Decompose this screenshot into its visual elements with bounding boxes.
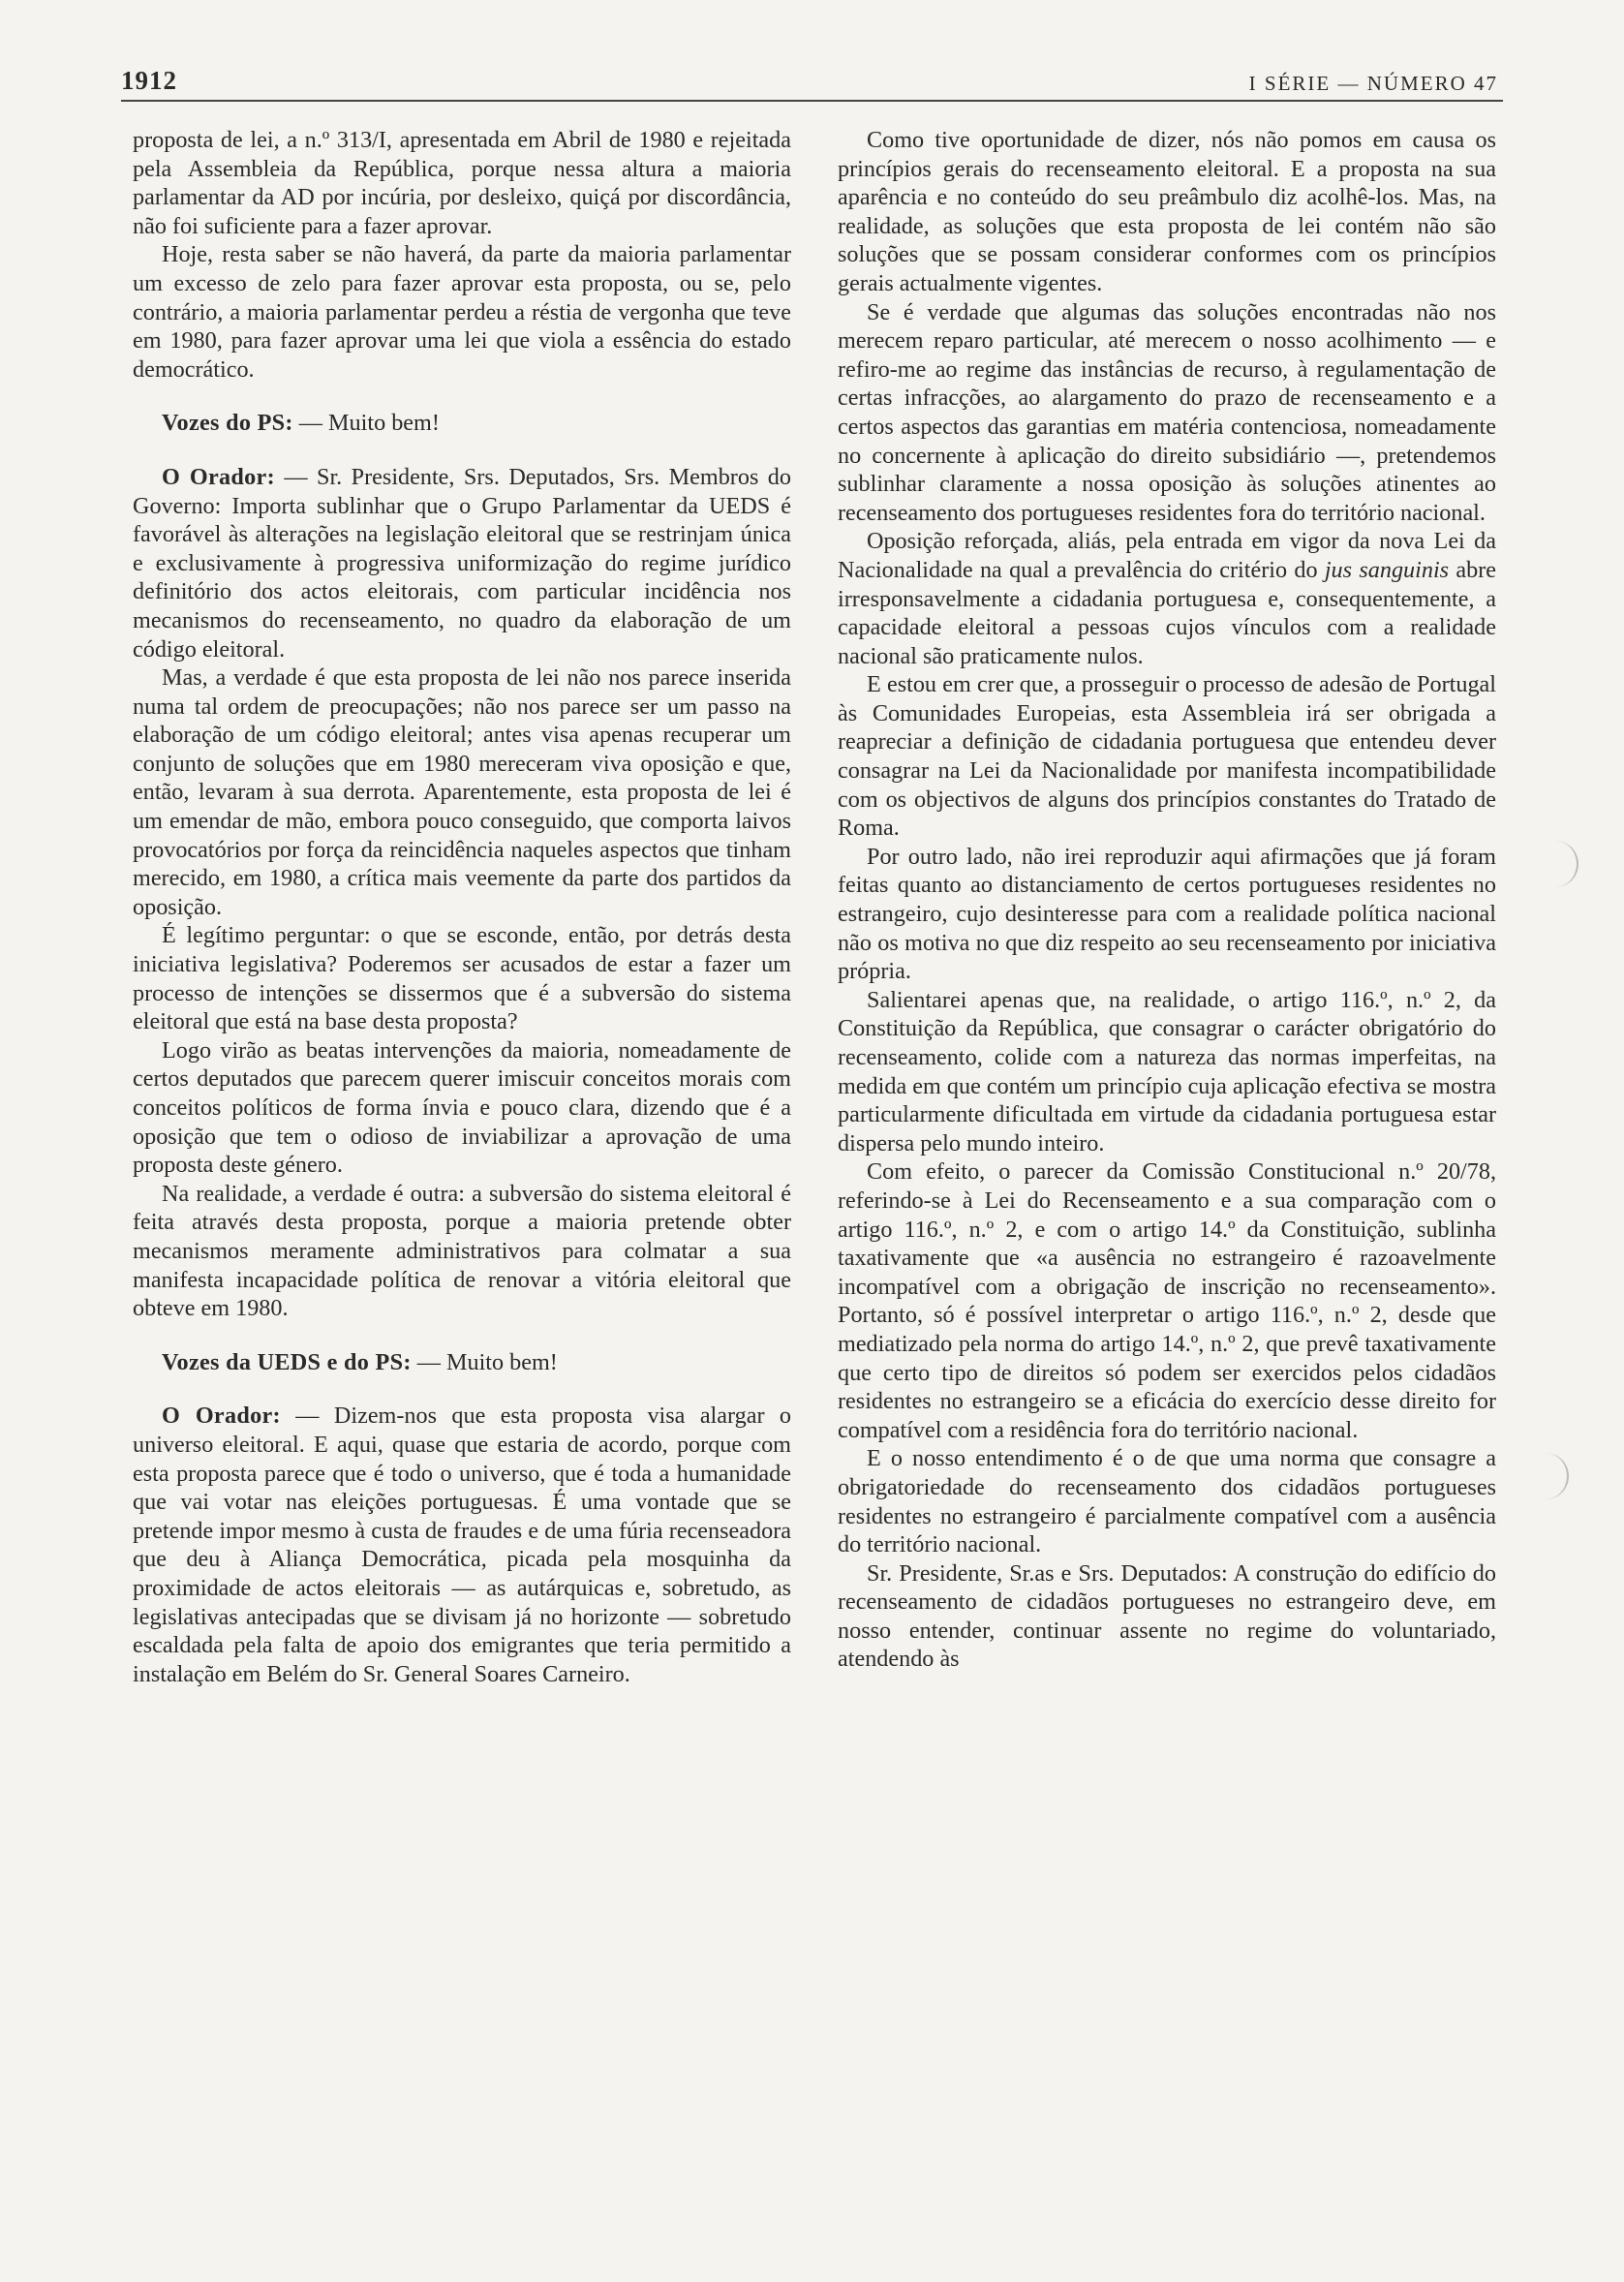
paragraph xyxy=(838,527,1496,670)
paragraph: E estou em crer que, a prosseguir o processo de adesão de Portugal às Comunidades Europeias, esta Assembleia irá ser obrigada a reapreciar a definição de cidadania portuguesa que entendeu dever consagrar na Lei da Nacionalidade por manifesta incompatibilidade com os objectivos de alguns dos princípios constantes do Tratado de Roma. xyxy=(838,671,1496,842)
speaker-text: — Muito bem! xyxy=(411,1348,558,1375)
binding-hole-mark xyxy=(1549,841,1578,887)
text-run: Oposição reforçada, aliás, pela entrada em vigor da nova Lei da Nacionalidade na qual a prevalência do critério do xyxy=(838,528,1496,583)
speaker-label: O Orador: xyxy=(162,1403,281,1430)
speaker-text: — Sr. Presidente, Srs. Deputados, Srs. Membros do Governo: Importa sublinhar que o Grupo Parlamentar da UEDS é favorável às alterações na legislação eleitoral que se restrinjam única e exclusivamente à progressiva uniformização do regime jurídico definitório dos actos eleitorais, com particular incidência nos mecanismos do recenseamento, no quadro da elaboração de um código eleitoral. xyxy=(133,463,791,663)
paragraph: Salientarei apenas que, na realidade, o artigo 116.º, n.º 2, da Constituição da República, que consagrar o carácter obrigatório do recenseamento, colide com a natureza das normas imperfeitas, na medida em que contém um princípio cuja aplicação efectiva se mostra particularmente dificultada em virtude da cidadania portuguesa estar dispersa pelo mundo inteiro. xyxy=(838,986,1496,1156)
paragraph: Sr. Presidente, Sr.as e Srs. Deputados: A construção do edifício do recenseamento de cidadãos portugueses no estrangeiro deve, em nosso entender, continuar assente no regime do voluntariado, atendendo às xyxy=(838,1559,1496,1673)
paragraph: proposta de lei, a n.º 313/I, apresentada em Abril de 1980 e rejeitada pela Assembleia da República, porque nessa altura a maioria parlamentar da AD por incúria, por desleixo, quiçá por discordância, não foi suficiente para a fazer aprovar. xyxy=(133,127,791,239)
paragraph: Logo virão as beatas intervenções da maioria, nomeadamente de certos deputados que parecem querer imiscuir conceitos morais com conceitos políticos de forma ínvia e pouco clara, dizendo que é a oposição que tem o odioso de inviabilizar a aprovação de uma proposta deste género. xyxy=(133,1036,791,1179)
right-column xyxy=(838,126,1496,1674)
paragraph: Com efeito, o parecer da Comissão Constitucional n.º 20/78, referindo-se à Lei do Recenseamento e a sua comparação com o artigo 116.º, n.º 2, e com o artigo 14.º da Constituição, sublinha taxativamente que «a ausência no estrangeiro é razoavelmente incompatível com a obrigação de inscrição no recenseamento». Portanto, só é possível interpretar o artigo 116.º, n.º 2, desde que mediatizado pela norma do artigo 14.º, n.º 2, que prevê taxativamente que certo tipo de direitos só podem ser exercidos pelos cidadãos residentes no estrangeiro se a eficácia do exercício desse direito for compatível com a residência fora do território nacional. xyxy=(838,1158,1496,1443)
speaker-label: O Orador: xyxy=(162,463,275,490)
speaker-label: Vozes do PS: xyxy=(162,410,293,437)
paragraph: Por outro lado, não irei reproduzir aqui afirmações que já foram feitas quanto ao distanciamento de certos portugueses residentes no estrangeiro, cujo desinteresse para com a realidade política nacional não os motiva no que diz respeito ao seu recenseamento por iniciativa própria. xyxy=(838,843,1496,985)
header-rule xyxy=(121,100,1503,102)
paragraph: Hoje, resta saber se não haverá, da parte da maioria parlamentar um excesso de zelo para fazer aprovar esta proposta, ou se, pelo contrário, a maioria parlamentar perdeu a réstia de vergonha que teve em 1980, para fazer aprovar uma lei que viola a essência do estado democrático. xyxy=(133,241,791,383)
paragraph: Se é verdade que algumas das soluções encontradas não nos merecem reparo particular, até merecem o nosso acolhimento — e refiro-me ao regime das instâncias de recurso, à regulamentação de certas infracções, ao alargamento do prazo de recenseamento e a certos aspectos das garantias em matéria contenciosa, nomeadamente no concernente à aplicação do direito subsidiário —, pretendemos sublinhar claramente a nossa oposição às soluções atinentes ao recenseamento dos portugueses residentes fora do território nacional. xyxy=(838,298,1496,526)
series-number: I SÉRIE — NÚMERO 47 xyxy=(1248,72,1498,95)
paragraph: Mas, a verdade é que esta proposta de lei não nos parece inserida numa tal ordem de preocupações; não nos parece ser um passo na elaboração de um código eleitoral; antes visa apenas recuperar um conjunto de soluções que em 1980 mereceram viva oposição e que, então, levaram à sua derrota. Aparentemente, esta proposta de lei é um emendar de mão, embora pouco conseguido, que comporta laivos provocatórios por força da reincidência naqueles aspectos que tinham merecido, em 1980, a crítica mais veemente da parte dos partidos da oposição. xyxy=(133,664,791,920)
speaker-line xyxy=(133,409,791,438)
paragraph: É legítimo perguntar: o que se esconde, então, por detrás desta iniciativa legislativa? Poderemos ser acusados de estar a fazer um processo de intenções se dissermos que é a subversão do sistema eleitoral que está na base desta proposta? xyxy=(133,922,791,1035)
paragraph: E o nosso entendimento é o de que uma norma que consagre a obrigatoriedade do recenseamento dos cidadãos portugueses residentes no estrangeiro é parcialmente compatível com a ausência do território nacional. xyxy=(838,1445,1496,1558)
speaker-text: — Muito bem! xyxy=(292,410,440,437)
text-run: abre irresponsavelmente a cidadania portuguesa e, consequentemente, a capacidade eleitoral a pessoas cujos vínculos com a realidade nacional são praticamente nulos. xyxy=(838,556,1496,669)
italic-term: jus sanguinis xyxy=(1324,556,1450,583)
speaker-text: — Dizem-nos que esta proposta visa alargar o universo eleitoral. E aqui, quase que estaria de acordo, porque com esta proposta parece que é todo o universo, que é toda a humanidade que vai votar nas eleições portuguesas. É uma vontade que se pretende impor mesmo à custa de fraudes e de uma fúria recenseadora que deu à Aliança Democrática, picada pela mosquinha da proximidade de actos eleitorais — as autárquicas e, sobretudo, as legislativas antecipadas que se divisam já no horizonte — sobretudo escaldada pela falta de apoio dos emigrantes que teria permitido a instalação em Belém do Sr. General Soares Carneiro. xyxy=(133,1403,792,1687)
speaker-label: Vozes da UEDS e do PS: xyxy=(162,1348,412,1375)
speaker-line xyxy=(133,463,791,663)
speaker-line xyxy=(133,1402,791,1688)
binding-hole-mark xyxy=(1540,1453,1569,1499)
speaker-line xyxy=(133,1348,791,1377)
paragraph: Na realidade, a verdade é outra: a subversão do sistema eleitoral é feita através desta proposta, porque a maioria pretende obter mecanismos meramente administrativos para colmatar a sua manifesta incapacidade política de renovar a vitória eleitoral que obteve em 1980. xyxy=(133,1180,791,1322)
paragraph: Como tive oportunidade de dizer, nós não pomos em causa os princípios gerais do recenseamento eleitoral. E a proposta na sua aparência e no conteúdo do seu preâmbulo diz acolhê-los. Mas, na realidade, as soluções que esta proposta de lei contém não são soluções que se possam considerar conformes com os princípios gerais actualmente vigentes. xyxy=(838,127,1496,296)
left-column xyxy=(133,126,791,1688)
page-number: 1912 xyxy=(121,66,177,95)
